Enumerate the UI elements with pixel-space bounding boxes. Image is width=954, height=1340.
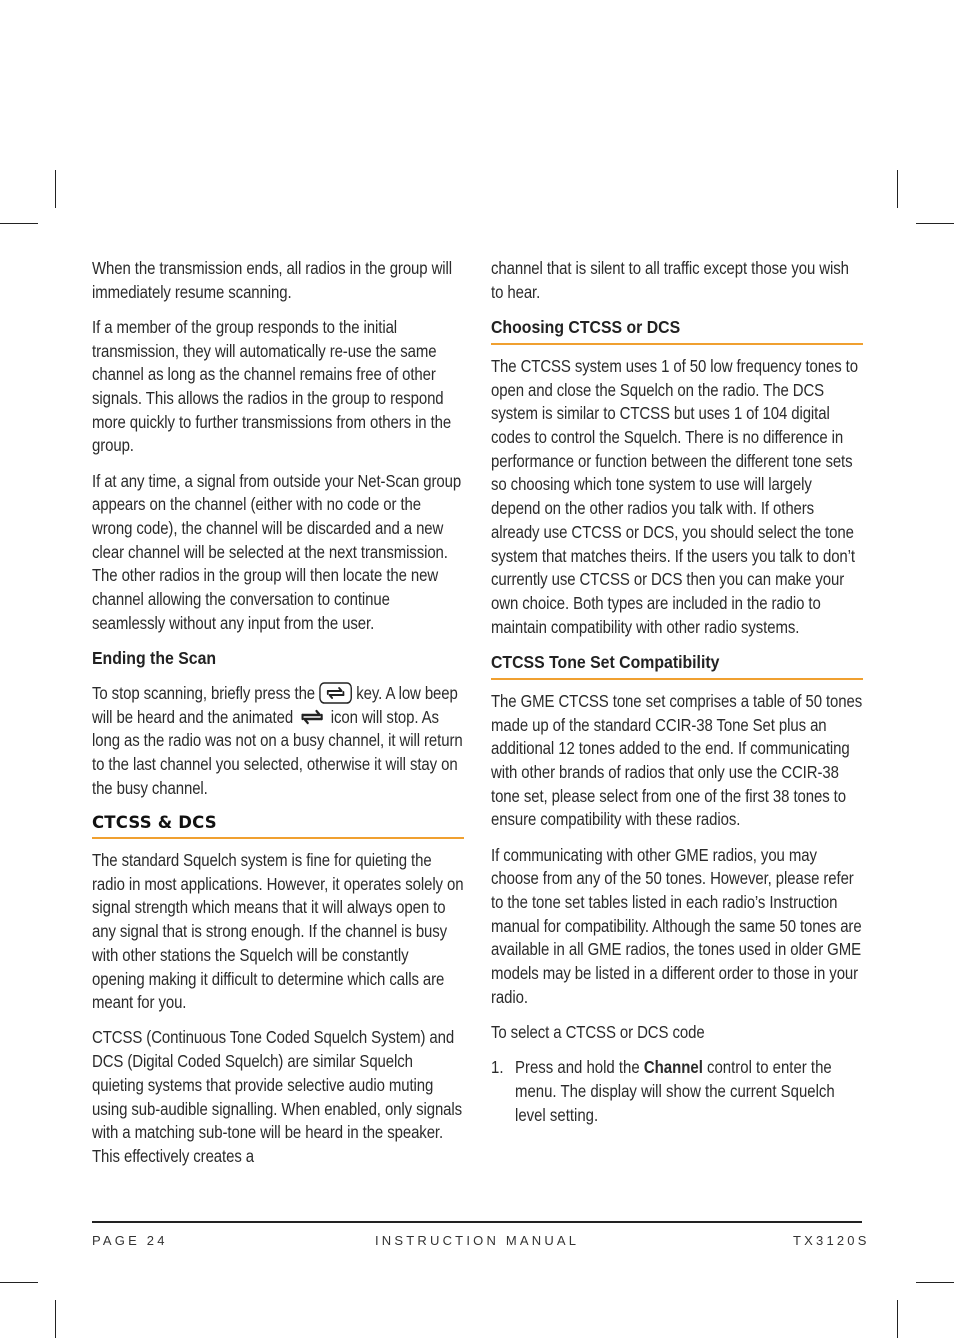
- left-column: [92, 257, 464, 1180]
- text-run: Press and hold the: [515, 1057, 640, 1078]
- scan-animated-icon: [297, 707, 327, 727]
- text-run: control to enter the menu. The display will show the current Squelch level setting.: [515, 1057, 835, 1125]
- paragraph: If at any time, a signal from outside your Net-Scan group appears on the channel (either with no code or the wrong code), the channel will be discarded and a new clear channel will be selected at the next transmission. The other radios in the group will then locate the new channel allowing the conversation to continue seamlessly without any input from the user.: [92, 470, 462, 633]
- paragraph: To select a CTCSS or DCS code: [491, 1021, 705, 1042]
- subheading-ending-scan: Ending the Scan: [92, 648, 217, 669]
- step-number: 1.: [491, 1057, 504, 1078]
- bold-term: Channel: [643, 1057, 703, 1078]
- footer-model: TX3120S: [793, 1233, 870, 1248]
- footer-rule: [92, 1221, 862, 1223]
- text-run: icon will stop. As long as the radio was not on a busy channel, it will return to the last channel you selected, otherwise it will stay on the busy channel.: [92, 706, 463, 798]
- subheading-compatibility: [491, 651, 863, 680]
- text-run: key. A low beep will be heard and the animated: [92, 683, 458, 727]
- subheading-text: Choosing CTCSS or DCS: [491, 316, 681, 337]
- subheading-text: CTCSS Tone Set Compatibility: [491, 651, 720, 672]
- crop-mark: [897, 1300, 898, 1338]
- paragraph: The CTCSS system uses 1 of 50 low frequency tones to open and close the Squelch on the radio. The DCS system is similar to CTCSS but uses 1 of 104 digital codes to control the Squelch. There is no difference in performance or function between the different tone sets so choosing which tone system to use will largely depend on the other radios you talk with. If others already use CTCSS or DCS, you should select the tone system that matches theirs. If the users you talk to don’t currently use CTCSS or DCS then you can make your own choice. Both types are included in the radio to maintain compatibility with other radio systems.: [491, 355, 858, 637]
- crop-mark: [916, 223, 954, 224]
- paragraph: If communicating with other GME radios, you may choose from any of the 50 tones. However, please refer to the tone set tables listed in each radio’s Instruction manual for compatibility. Although the same 50 tones are available in all GME radios, the tones used in older GME models may be listed in a different order to those in your radio.: [491, 844, 862, 1007]
- footer-page-number: PAGE 24: [92, 1233, 168, 1248]
- subheading-choosing: [491, 316, 863, 345]
- crop-mark: [0, 1282, 38, 1283]
- list-item: [491, 1056, 863, 1127]
- scan-key-icon: [319, 682, 352, 704]
- paragraph: If a member of the group responds to the initial transmission, they will automatically re-use the same channel as long as the channel remains free of other signals. This allows the radios in the group to respond more quickly to further transmissions from others in the group.: [92, 316, 452, 456]
- right-column: [491, 257, 863, 1127]
- crop-mark: [55, 1300, 56, 1338]
- footer-manual-title: INSTRUCTION MANUAL: [375, 1233, 580, 1248]
- paragraph: channel that is silent to all traffic except those you wish to hear.: [491, 258, 849, 302]
- section-heading-ctcss-dcs: CTCSS & DCS: [92, 812, 464, 839]
- paragraph-ending-scan: [92, 682, 464, 801]
- steps-list: [491, 1056, 863, 1127]
- crop-mark: [916, 1282, 954, 1283]
- crop-mark: [55, 170, 56, 208]
- paragraph: When the transmission ends, all radios in the group will immediately resume scanning.: [92, 258, 453, 302]
- paragraph: The standard Squelch system is fine for quieting the radio in most applications. However, it operates solely on signal strength which means that it will always open to any signal that is strong enough. If the channel is busy with other stations the Squelch will be constantly opening making it difficult to determine which calls are meant for you.: [92, 850, 464, 1013]
- crop-mark: [897, 170, 898, 208]
- step-text: [515, 1056, 863, 1127]
- text-run: To stop scanning, briefly press the: [92, 683, 316, 704]
- paragraph: The GME CTCSS tone set comprises a table of 50 tones made up of the standard CCIR-38 Tone Set plus an additional 12 tones added to the end. If communicating with other brands of radios that only use the CCIR-38 tone set, please select from one of the first 38 tones to ensure compatibility with these radios.: [491, 690, 863, 830]
- crop-mark: [0, 223, 38, 224]
- paragraph: CTCSS (Continuous Tone Coded Squelch System) and DCS (Digital Coded Squelch) are similar Squelch quieting systems that provide selective audio muting using sub-audible signalling. When enabled, only signals with a matching sub-tone will be heard in the speaker. This effectively creates a: [92, 1027, 463, 1166]
